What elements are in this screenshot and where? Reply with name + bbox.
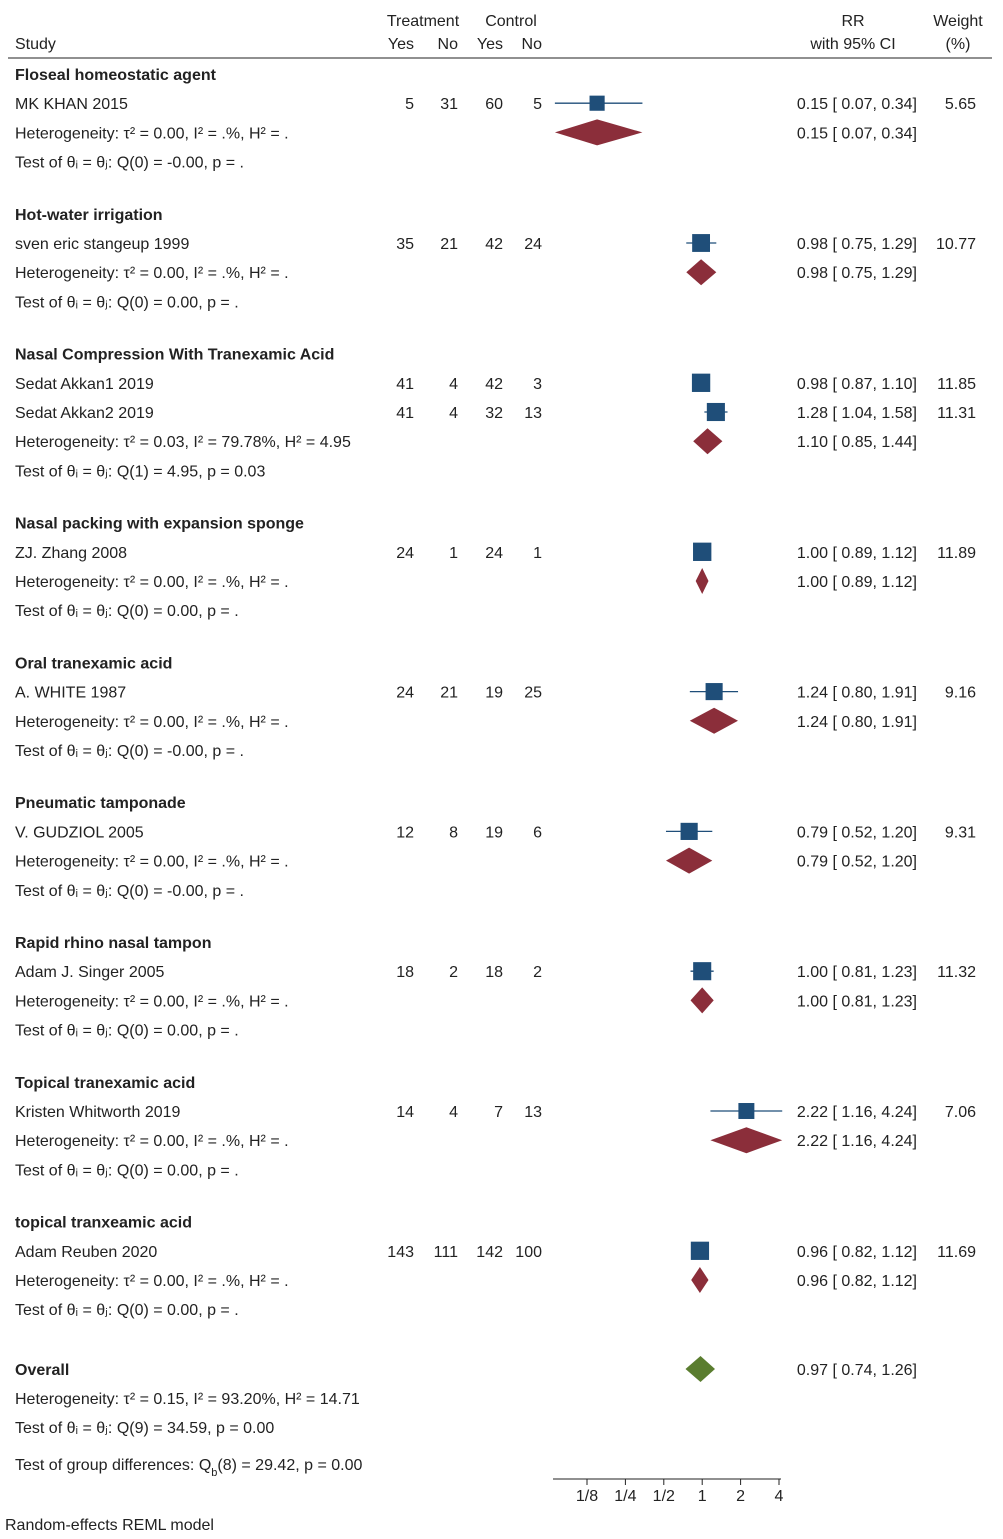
header-treatment-no: No [437, 36, 458, 53]
subgroup-heterogeneity: Heterogeneity: τ² = 0.00, I² = .%, H² = . [15, 265, 289, 283]
subgroup-pooled-ci: 0.15 [ 0.07, 0.34] [796, 125, 917, 143]
study-weight: 11.69 [937, 1243, 976, 1261]
subgroup-title: topical tranxeamic acid [15, 1214, 192, 1232]
subgroup-title: Oral tranexamic acid [15, 655, 173, 673]
subgroup-pooled-diamond [691, 987, 714, 1013]
study-ci-text: 1.00 [ 0.81, 1.23] [796, 964, 917, 982]
study-ci-text: 0.79 [ 0.52, 1.20] [796, 824, 917, 842]
treatment-yes: 5 [405, 96, 414, 114]
treatment-yes: 18 [396, 964, 414, 982]
treatment-no: 8 [449, 824, 458, 842]
subgroup-test: Test of θᵢ = θⱼ: Q(0) = 0.00, p = . [15, 1162, 239, 1180]
control-no: 1 [533, 544, 542, 562]
control-no: 3 [533, 375, 542, 393]
study-ci-text: 1.00 [ 0.89, 1.12] [796, 544, 917, 562]
treatment-no: 4 [449, 405, 458, 422]
treatment-no: 31 [440, 96, 458, 114]
header-weight: Weight [933, 13, 983, 30]
subgroup-pooled-diamond [555, 119, 643, 145]
subgroup-pooled-diamond [691, 1267, 708, 1293]
treatment-yes: 35 [396, 236, 414, 253]
control-no: 5 [533, 96, 542, 114]
study-weight: 9.31 [944, 824, 976, 842]
overall-diamond [686, 1356, 716, 1382]
control-no: 2 [533, 964, 542, 982]
treatment-no: 21 [440, 236, 458, 253]
treatment-no: 21 [440, 684, 458, 702]
subgroup [15, 207, 976, 312]
overall-heterogeneity: Heterogeneity: τ² = 0.15, I² = 93.20%, H² = 14.71 [15, 1391, 360, 1408]
header-control: Control [485, 13, 537, 30]
overall-test: Test of θᵢ = θⱼ: Q(9) = 34.59, p = 0.00 [15, 1420, 275, 1437]
study-effect-marker [681, 823, 698, 840]
header-treatment: Treatment [386, 13, 460, 30]
subgroup-heterogeneity: Heterogeneity: τ² = 0.00, I² = .%, H² = . [15, 574, 289, 591]
study-effect-marker [706, 683, 723, 700]
overall-label: Overall [15, 1362, 70, 1379]
subgroup-pooled-ci: 0.96 [ 0.82, 1.12] [796, 1273, 917, 1290]
subgroup-pooled-ci: 2.22 [ 1.16, 4.24] [796, 1133, 917, 1151]
control-no: 13 [524, 1104, 542, 1121]
control-yes: 19 [485, 824, 503, 842]
study-effect-marker [693, 543, 711, 561]
subgroup-pooled-ci: 1.10 [ 0.85, 1.44] [796, 434, 917, 452]
control-yes: 142 [476, 1243, 503, 1261]
header-effect-ci: with 95% CI [810, 36, 896, 53]
group-differences-test: Test of group differences: $Q_b(8) = 29.42$, p = 0.00 [15, 1457, 363, 1479]
study-name: Adam Reuben 2020 [15, 1243, 158, 1261]
study-weight: 11.89 [937, 544, 976, 562]
study-ci-text: 2.22 [ 1.16, 4.24] [796, 1104, 917, 1121]
study-ci-text: 0.98 [ 0.87, 1.10] [796, 375, 917, 393]
subgroup [15, 795, 976, 900]
subgroup-test: Test of θᵢ = θⱼ: Q(0) = 0.00, p = . [15, 1022, 239, 1040]
control-no: 24 [524, 236, 542, 253]
study-name: V. GUDZIOL 2005 [15, 824, 144, 842]
subgroup-heterogeneity: Heterogeneity: τ² = 0.00, I² = .%, H² = . [15, 125, 289, 143]
subgroup-heterogeneity: Heterogeneity: τ² = 0.00, I² = .%, H² = . [15, 1133, 289, 1151]
subgroup-test: Test of θᵢ = θⱼ: Q(0) = 0.00, p = . [15, 1302, 239, 1320]
subgroup [15, 655, 976, 760]
subgroup-test: Test of θᵢ = θⱼ: Q(0) = -0.00, p = . [15, 743, 244, 760]
header-effect: RR [841, 13, 865, 30]
subgroup [15, 516, 976, 621]
subgroup-pooled-ci: 0.79 [ 0.52, 1.20] [796, 853, 917, 871]
x-axis [553, 1479, 784, 1505]
study-effect-marker [738, 1103, 754, 1119]
study-ci-text: 0.98 [ 0.75, 1.29] [796, 236, 917, 253]
x-tick-label: 1/4 [614, 1488, 637, 1505]
study-ci-text: 1.28 [ 1.04, 1.58] [796, 405, 917, 422]
study-effect-marker [692, 374, 710, 392]
treatment-yes: 41 [396, 405, 414, 422]
treatment-yes: 143 [387, 1243, 414, 1261]
treatment-no: 4 [449, 375, 458, 393]
treatment-yes: 12 [396, 824, 414, 842]
treatment-no: 111 [433, 1243, 458, 1261]
plot-rows [15, 67, 976, 1319]
study-name: Kristen Whitworth 2019 [15, 1104, 181, 1121]
control-yes: 32 [485, 405, 503, 422]
subgroup [15, 347, 976, 481]
header-control-no: No [521, 36, 542, 53]
study-name: sven eric stangeup 1999 [15, 236, 190, 253]
overall-block [15, 1356, 917, 1479]
treatment-yes: 41 [396, 375, 414, 393]
subgroup-pooled-ci: 0.98 [ 0.75, 1.29] [796, 265, 917, 283]
subgroup-heterogeneity: Heterogeneity: τ² = 0.03, I² = 79.78%, H² = 4.95 [15, 434, 351, 452]
treatment-yes: 24 [396, 684, 414, 702]
subgroup-title: Hot-water irrigation [15, 206, 163, 224]
subgroup-pooled-ci: 1.24 [ 0.80, 1.91] [796, 713, 917, 731]
subgroup-heterogeneity: Heterogeneity: τ² = 0.00, I² = .%, H² = . [15, 713, 289, 731]
control-no: 6 [533, 824, 542, 842]
subgroup-test: Test of θᵢ = θⱼ: Q(1) = 4.95, p = 0.03 [15, 463, 266, 481]
treatment-yes: 24 [396, 544, 414, 562]
study-weight: 11.32 [937, 964, 976, 982]
overall-ci: 0.97 [ 0.74, 1.26] [796, 1362, 917, 1379]
study-name: A. WHITE 1987 [15, 684, 127, 702]
header-weight-unit: (%) [945, 36, 971, 53]
subgroup-title: Rapid rhino nasal tampon [15, 935, 212, 952]
control-yes: 60 [485, 96, 503, 114]
treatment-no: 1 [449, 544, 458, 562]
study-effect-marker [692, 234, 710, 252]
subgroup-pooled-ci: 1.00 [ 0.89, 1.12] [796, 574, 917, 591]
control-yes: 18 [485, 964, 503, 982]
study-effect-marker [693, 962, 711, 980]
subgroup-test: Test of θᵢ = θⱼ: Q(0) = 0.00, p = . [15, 603, 239, 621]
study-name: MK KHAN 2015 [15, 96, 128, 114]
model-note: Random-effects REML model [5, 1517, 214, 1534]
subgroup-heterogeneity: Heterogeneity: τ² = 0.00, I² = .%, H² = . [15, 993, 289, 1011]
subgroup-pooled-ci: 1.00 [ 0.81, 1.23] [796, 993, 917, 1011]
header-control-yes: Yes [476, 36, 503, 53]
study-name: Sedat Akkan2 2019 [15, 405, 154, 422]
study-weight: 9.16 [944, 684, 976, 702]
control-yes: 7 [494, 1104, 503, 1121]
subgroup-pooled-diamond [686, 259, 716, 285]
x-tick-label: 1/2 [652, 1488, 675, 1505]
study-ci-text: 0.15 [ 0.07, 0.34] [796, 96, 917, 114]
treatment-no: 4 [449, 1104, 458, 1121]
study-effect-marker [691, 1242, 709, 1260]
subgroup-pooled-diamond [666, 848, 712, 874]
study-ci-text: 0.96 [ 0.82, 1.12] [796, 1243, 917, 1261]
subgroup-title: Pneumatic tamponade [15, 795, 186, 813]
subgroup [15, 67, 976, 172]
subgroup-pooled-diamond [696, 568, 709, 594]
subgroup-pooled-diamond [693, 428, 722, 454]
control-yes: 42 [485, 375, 503, 393]
header-treatment-yes: Yes [387, 36, 414, 53]
study-effect-marker [590, 96, 605, 111]
study-weight: 5.65 [944, 96, 976, 114]
x-tick-label: 1 [697, 1488, 707, 1505]
control-yes: 24 [485, 544, 503, 562]
control-yes: 19 [485, 684, 503, 702]
treatment-no: 2 [449, 964, 458, 982]
subgroup-test: Test of θᵢ = θⱼ: Q(0) = 0.00, p = . [15, 294, 239, 312]
subgroup-title: Topical tranexamic acid [15, 1074, 196, 1092]
x-tick-label: 4 [774, 1488, 784, 1505]
subgroup [15, 1215, 976, 1320]
control-yes: 42 [485, 236, 503, 253]
study-weight: 11.31 [937, 405, 976, 422]
subgroup-title: Floseal homeostatic agent [15, 67, 216, 84]
x-tick-label: 1/8 [575, 1488, 599, 1505]
treatment-yes: 14 [396, 1104, 414, 1121]
subgroup-heterogeneity: Heterogeneity: τ² = 0.00, I² = .%, H² = . [15, 853, 289, 871]
control-no: 25 [524, 684, 542, 702]
subgroup-pooled-diamond [710, 1127, 782, 1153]
control-no: 100 [515, 1243, 542, 1261]
header-study: Study [15, 36, 56, 53]
subgroup-test: Test of θᵢ = θⱼ: Q(0) = -0.00, p = . [15, 154, 244, 172]
subgroup-test: Test of θᵢ = θⱼ: Q(0) = -0.00, p = . [15, 882, 244, 900]
subgroup-title: Nasal packing with expansion sponge [15, 515, 304, 533]
study-weight: 11.85 [937, 375, 976, 393]
study-name: ZJ. Zhang 2008 [15, 544, 128, 562]
x-tick-label: 2 [736, 1488, 746, 1505]
study-ci-text: 1.24 [ 0.80, 1.91] [796, 684, 917, 702]
study-effect-marker [707, 403, 725, 421]
subgroup [15, 935, 976, 1040]
subgroup-heterogeneity: Heterogeneity: τ² = 0.00, I² = .%, H² = . [15, 1273, 289, 1290]
control-no: 13 [524, 405, 542, 422]
subgroup-title: Nasal Compression With Tranexamic Acid [15, 346, 335, 364]
subgroup [15, 1075, 976, 1180]
subgroup-pooled-diamond [690, 708, 738, 734]
study-weight: 10.77 [935, 236, 976, 253]
study-weight: 7.06 [944, 1104, 976, 1121]
study-name: Adam J. Singer 2005 [15, 964, 165, 982]
study-name: Sedat Akkan1 2019 [15, 375, 154, 393]
